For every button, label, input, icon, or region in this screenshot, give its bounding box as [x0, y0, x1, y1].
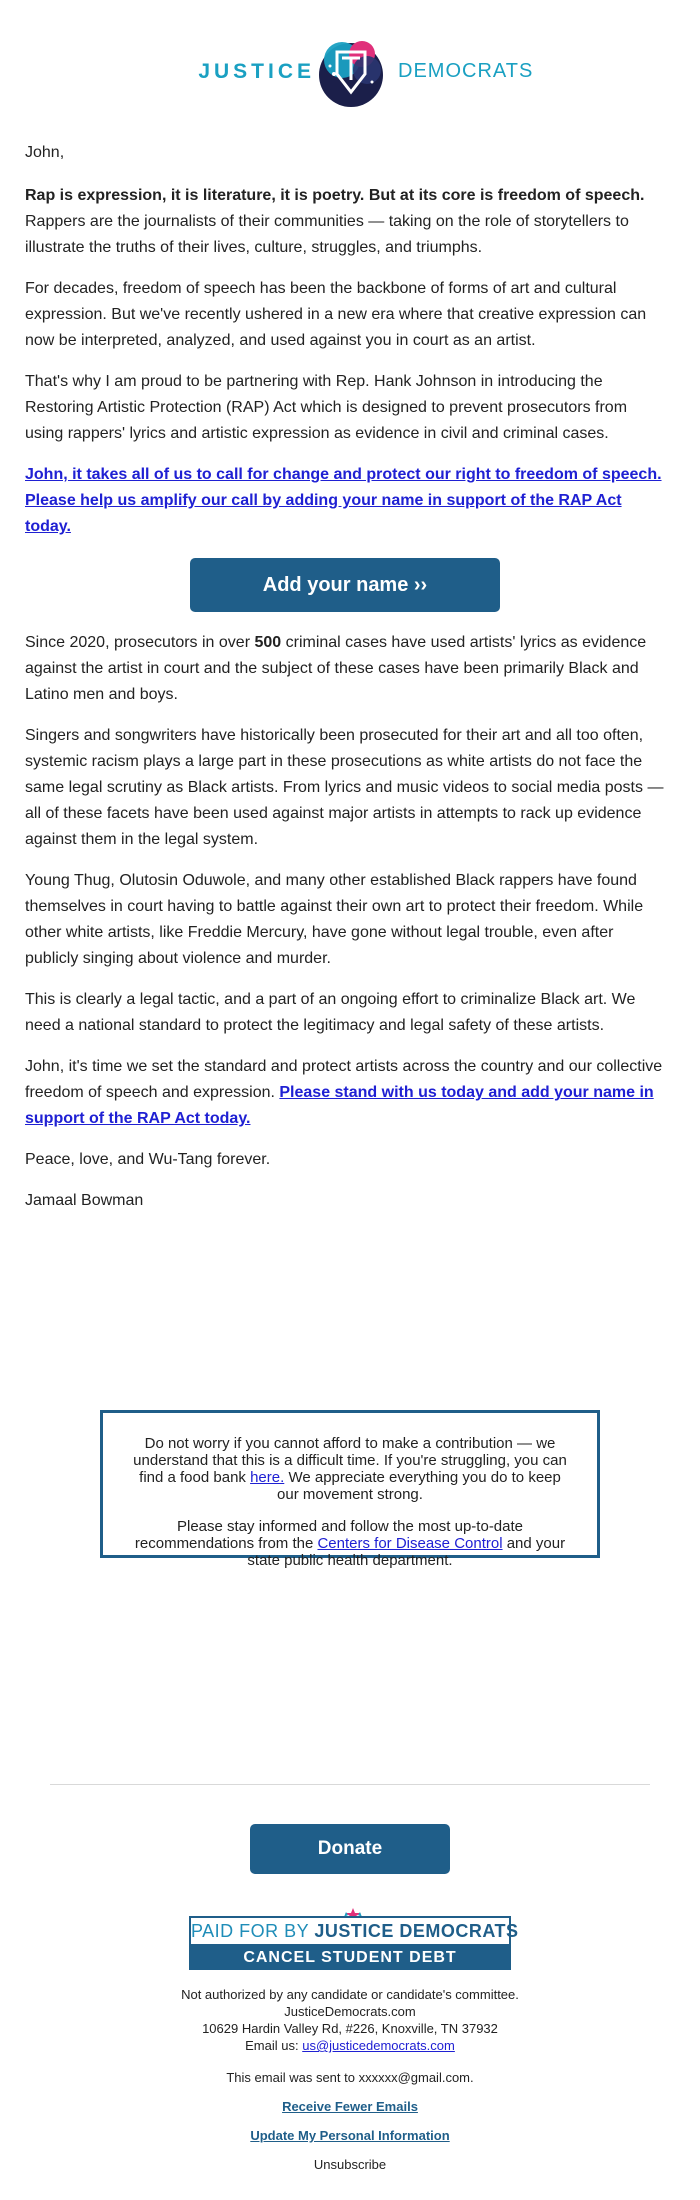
footer-email-link[interactable]: us@justicedemocrats.com	[302, 2038, 455, 2053]
stand-with-us-link[interactable]: Please stand with us today and add your name in support of the RAP Act today.	[25, 1084, 654, 1127]
notice-box	[100, 1410, 600, 1569]
paid-for-text	[189, 1916, 519, 1946]
food-bank-link[interactable]: here.	[250, 1469, 285, 1486]
notice-food-bank	[131, 1435, 569, 1503]
stand-text: John, it's time we set the standard and protect artists across the country and our collective freedom of speech and expression.	[25, 1058, 663, 1101]
notice-food-bank-text: Do not worry if you cannot afford to make a contribution — we understand that this is a difficult time. If you're struggling, you can find a food bank	[133, 1435, 567, 1486]
notice-cdc	[131, 1518, 569, 1569]
footer-email-label: Email us:	[245, 2038, 303, 2053]
paid-for-banner	[189, 1908, 519, 1970]
paragraph-cta	[25, 462, 665, 540]
intro-bold-text: Rap is expression, it is literature, it is poetry. But at its core is freedom of speech.	[25, 187, 645, 204]
cta-link[interactable]: John, it takes all of us to call for change and protect our right to freedom of speech. Please help us amplify our call by adding your name in support of the RAP Act today.	[25, 466, 662, 535]
unsubscribe-link[interactable]: Unsubscribe	[313, 2157, 387, 2172]
paid-for-prefix: PAID FOR BY	[191, 1921, 315, 1941]
paragraph-statistics	[25, 630, 665, 708]
paragraph-stand-with-us	[25, 1054, 665, 1132]
paid-for-org: JUSTICE DEMOCRATS	[314, 1921, 519, 1941]
cdc-link[interactable]: Centers for Disease Control	[317, 1535, 503, 1552]
stat-text-pre: Since 2020, prosecutors in over	[25, 634, 255, 651]
paragraph-intro	[25, 183, 665, 261]
footer-sent-to: This email was sent to xxxxxx@gmail.com.	[226, 2070, 474, 2085]
stat-text-post: criminal cases have used artists' lyrics as evidence against the artist in court and the subject of these cases have been primarily Black and Latino men and boys.	[25, 634, 647, 703]
greeting: John,	[25, 144, 65, 161]
paragraph-artists: Young Thug, Olutosin Oduwole, and many other established Black rappers have found themselves in court having to battle against their own art to protect their freedom. While other white artists, like Freddie Mercury, have gone without legal trouble, even after publicly singing about violence and murder.	[25, 872, 644, 967]
notice-cdc-text: Please stay informed and follow the most up-to-date recommendations from the	[134, 1518, 524, 1552]
update-personal-info-link[interactable]: Update My Personal Information	[250, 2128, 450, 2143]
footer-email-line	[0, 2037, 700, 2054]
paragraph-legal-tactic: This is clearly a legal tactic, and a part of an ongoing effort to criminalize Black art. We need a national standard to protect the legitimacy and legal safety of these artists.	[25, 991, 636, 1034]
intro-text: Rappers are the journalists of their communities — taking on the role of storytellers to illustrate the truths of their lives, culture, struggles, and triumphs.	[25, 213, 629, 256]
stat-number: 500	[254, 634, 282, 651]
donate-button[interactable]: Donate	[250, 1824, 450, 1874]
signature: Jamaal Bowman	[25, 1192, 144, 1209]
paragraph-freedom-of-speech: For decades, freedom of speech has been the backbone of forms of art and cultural expression. But we've recently ushered in a new era where that creative expression can now be interpreted, analyzed, and used against you in court as an artist.	[25, 280, 647, 349]
receive-fewer-emails-link[interactable]: Receive Fewer Emails	[282, 2099, 418, 2114]
justice-democrats-logo[interactable]	[0, 30, 700, 110]
notice-cdc-text-end: and your state public health department.	[247, 1535, 566, 1569]
justice-democrats-shield-icon	[312, 30, 390, 108]
footer-address: 10629 Hardin Valley Rd, #226, Knoxville, TN 37932	[202, 2021, 498, 2036]
cancel-student-debt-text: CANCEL STUDENT DEBT	[189, 1946, 511, 1970]
paragraph-rap-act: That's why I am proud to be partnering with Rep. Hank Johnson in introducing the Restoring Artistic Protection (RAP) Act which is designed to prevent prosecutors from using rappers' lyrics and artistic expression as evidence in civil and criminal cases.	[25, 373, 628, 442]
notice-food-bank-text-end: We appreciate everything you do to keep our movement strong.	[277, 1469, 561, 1503]
footer	[0, 1986, 700, 2173]
closing-line: Peace, love, and Wu-Tang forever.	[25, 1151, 271, 1168]
email-body	[25, 140, 665, 1229]
footer-website: JusticeDemocrats.com	[284, 2004, 416, 2019]
logo-text-justice: JUSTICE	[198, 60, 315, 83]
footer-divider	[50, 1784, 650, 1785]
footer-authorization: Not authorized by any candidate or candidate's committee.	[181, 1987, 519, 2002]
add-your-name-button[interactable]: Add your name ››	[190, 558, 500, 612]
logo-text-democrats: DEMOCRATS	[398, 60, 534, 82]
paragraph-systemic-racism: Singers and songwriters have historically been prosecuted for their art and all too often, systemic racism plays a large part in these prosecutions as white artists do not face the same legal scrutiny as Black artists. From lyrics and music videos to social media posts — all of these facets have been used against major artists in attempts to rack up evidence against them in the legal system.	[25, 727, 664, 848]
